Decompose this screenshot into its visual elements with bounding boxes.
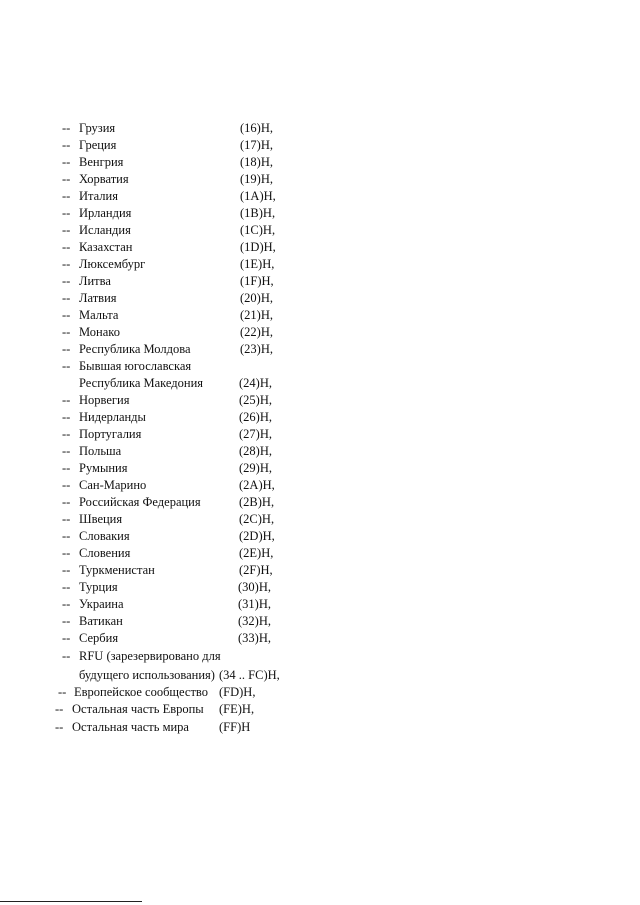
list-dash: -- [62,189,71,203]
country-name: Швеция [79,512,123,526]
country-code: (28)H, [239,444,272,458]
list-item [0,324,640,341]
list-dash: -- [62,342,71,356]
list-dash: -- [62,121,71,135]
country-code: (2F)H, [239,563,273,577]
list-item [0,613,640,630]
country-name: Латвия [79,291,117,305]
country-code: (18)H, [240,155,273,169]
list-item [0,426,640,443]
list-dash: -- [62,614,71,628]
country-name: Румыния [79,461,128,475]
country-code: (24)H, [239,376,272,390]
country-code: (FF)H [219,720,251,734]
list-dash: -- [55,720,64,734]
country-code: (19)H, [240,172,273,186]
country-name: Остальная часть Европы [72,702,204,716]
country-name: Польша [79,444,122,458]
country-code: (30)H, [238,580,271,594]
list-item [0,648,640,665]
country-code: (1C)H, [240,223,276,237]
list-dash: -- [62,325,71,339]
country-name: Украина [79,597,124,611]
list-dash: -- [62,546,71,560]
list-item [0,511,640,528]
footnote-divider [0,901,142,902]
country-code: (16)H, [240,121,273,135]
country-code: (1A)H, [240,189,276,203]
list-item [0,358,640,375]
country-name: Остальная часть мира [72,720,189,734]
country-name: Монако [79,325,120,339]
list-item [0,545,640,562]
list-item [0,460,640,477]
list-item [0,188,640,205]
country-name: Нидерланды [79,410,146,424]
country-code: (26)H, [239,410,272,424]
country-code: (FD)H, [219,685,256,699]
list-item [0,701,640,718]
country-code: (33)H, [238,631,271,645]
list-dash: -- [62,444,71,458]
country-name: Италия [79,189,118,203]
country-code: (21)H, [240,308,273,322]
list-dash: -- [62,172,71,186]
list-item [0,562,640,579]
country-code: (22)H, [240,325,273,339]
country-code: (2D)H, [239,529,275,543]
list-item [0,273,640,290]
list-item [0,205,640,222]
list-dash: -- [62,631,71,645]
list-dash: -- [62,529,71,543]
list-item [0,256,640,273]
list-item [0,171,640,188]
list-dash: -- [62,495,71,509]
list-item [0,307,640,324]
country-name: Сан-Марино [79,478,147,492]
list-dash: -- [62,308,71,322]
list-dash: -- [55,702,64,716]
country-code: (31)H, [238,597,271,611]
list-item [0,579,640,596]
list-dash: -- [62,257,71,271]
country-name: Ватикан [79,614,123,628]
country-code: (1F)H, [240,274,274,288]
country-name: Бывшая югославская [79,359,192,373]
list-item [0,684,640,701]
country-name: Мальта [79,308,119,322]
list-dash: -- [62,512,71,526]
country-name: Турция [79,580,118,594]
country-name: Республика Молдова [79,342,191,356]
country-code: (17)H, [240,138,273,152]
list-dash: -- [62,359,71,373]
list-dash: -- [62,274,71,288]
list-item [0,137,640,154]
list-item [0,719,640,736]
list-dash: -- [62,597,71,611]
list-dash: -- [62,155,71,169]
list-dash: -- [62,206,71,220]
country-name: Исландия [79,223,131,237]
list-dash: -- [62,410,71,424]
list-dash: -- [62,240,71,254]
country-code: (29)H, [239,461,272,475]
country-code: (1E)H, [240,257,275,271]
country-code: (23)H, [240,342,273,356]
country-code: (20)H, [240,291,273,305]
list-dash: -- [62,393,71,407]
list-dash: -- [62,649,71,663]
list-item [0,375,640,392]
country-name: Казахстан [79,240,133,254]
country-name: Европейское сообщество [74,685,208,699]
country-code: (1D)H, [240,240,276,254]
list-item [0,120,640,137]
country-code: (32)H, [238,614,271,628]
country-name: Греция [79,138,117,152]
country-name: Норвегия [79,393,130,407]
list-item [0,528,640,545]
country-name: RFU (зарезервировано для [79,649,221,663]
list-dash: -- [62,563,71,577]
list-dash: -- [62,461,71,475]
country-code: (27)H, [239,427,272,441]
country-code: (2C)H, [239,512,275,526]
country-code: (2B)H, [239,495,275,509]
country-code: (34 .. FC)H, [219,668,280,682]
country-name: Литва [79,274,111,288]
country-name: Республика Македония [79,376,204,390]
country-name: Португалия [79,427,142,441]
country-code: (2E)H, [239,546,274,560]
country-name: Люксембург [79,257,146,271]
list-item [0,477,640,494]
list-dash: -- [62,580,71,594]
list-item [0,494,640,511]
list-item [0,222,640,239]
list-item [0,341,640,358]
country-code: (25)H, [239,393,272,407]
country-name: Грузия [79,121,116,135]
country-code: (2A)H, [239,478,275,492]
list-item [0,596,640,613]
list-item [0,630,640,647]
country-name: Словения [79,546,131,560]
country-name: Ирландия [79,206,132,220]
list-item [0,392,640,409]
list-item [0,443,640,460]
country-name: Словакия [79,529,130,543]
list-item [0,239,640,256]
country-name: Хорватия [79,172,129,186]
list-dash: -- [62,427,71,441]
list-item [0,409,640,426]
list-item [0,667,640,684]
list-item [0,154,640,171]
list-dash: -- [62,138,71,152]
list-item [0,290,640,307]
list-dash: -- [58,685,67,699]
country-name: будущего использования) [79,668,215,682]
list-dash: -- [62,223,71,237]
country-code: (FE)H, [219,702,255,716]
country-code: (1B)H, [240,206,276,220]
country-name: Туркменистан [79,563,155,577]
country-name: Российская Федерация [79,495,201,509]
list-dash: -- [62,291,71,305]
country-name: Сербия [79,631,119,645]
list-dash: -- [62,478,71,492]
country-name: Венгрия [79,155,124,169]
